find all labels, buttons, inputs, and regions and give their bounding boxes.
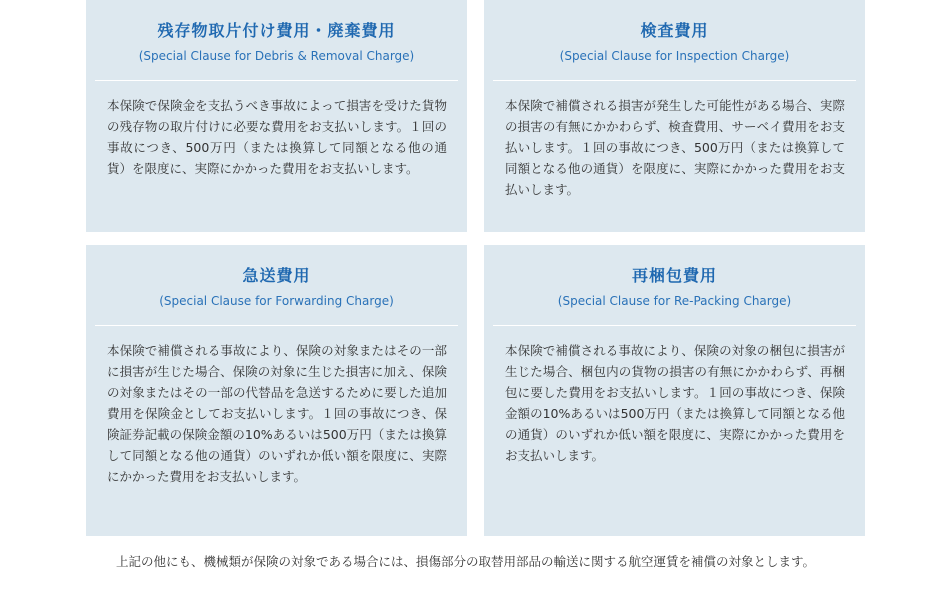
inspection-charge-card — [484, 0, 865, 232]
footnote: 上記の他にも、機械類が保険の対象である場合には、損傷部分の取替用部品の輸送に関する航空運賃を補償の対象とします。 — [116, 554, 816, 569]
card-divider — [95, 80, 458, 81]
card-divider — [95, 325, 458, 326]
card-divider — [493, 80, 856, 81]
card-divider — [493, 325, 856, 326]
card-subtitle: (Special Clause for Debris & Removal Charge) — [138, 49, 415, 63]
card-subtitle: (Special Clause for Re-Packing Charge) — [557, 294, 792, 308]
repacking-charge-card — [484, 245, 865, 536]
card-body: 本保険で補償される損害が発生した可能性がある場合、実際の損害の有無にかかわらず、検査費用、サーベイ費用をお支払いします。１回の事故につき、500万円（または換算して同額となる他の通貨）を限度に、実際にかかった費用をお支払いします。 — [505, 98, 845, 197]
card-title: 再梱包費用 — [631, 266, 717, 285]
card-subtitle: (Special Clause for Inspection Charge) — [559, 49, 790, 63]
forwarding-charge-card — [86, 245, 467, 536]
card-title: 検査費用 — [640, 21, 709, 40]
debris-removal-charge-card — [86, 0, 467, 232]
card-body: 本保険で補償される事故により、保険の対象またはその一部に損害が生じた場合、保険の対象に生じた損害に加え、保険の対象またはその一部の代替品を急送するために要した追加費用を保険金としてお支払いします。１回の事故につき、保険証券記載の保険金額の10%あるいは500万円（または換算して同額となる他の通貨）のいずれか低い額を限度に、実際にかかった費用をお支払いします。 — [107, 343, 447, 484]
card-subtitle: (Special Clause for Forwarding Charge) — [159, 294, 394, 308]
card-body: 本保険で保険金を支払うべき事故によって損害を受けた貨物の残存物の取片付けに必要な費用をお支払いします。１回の事故につき、500万円（または換算して同額となる他の通貨）を限度に、実際にかかった費用をお支払いします。 — [107, 98, 447, 176]
card-title: 急送費用 — [242, 266, 311, 285]
card-body: 本保険で補償される事故により、保険の対象の梱包に損害が生じた場合、梱包内の貨物の損害の有無にかかわらず、再梱包に要した費用をお支払いします。１回の事故につき、保険金額の10%あるいは500万円（または換算して同額となる他の通貨）のいずれか低い額を限度に、実際にかかった費用をお支払いします。 — [505, 343, 845, 463]
card-title: 残存物取片付け費用・廃棄費用 — [157, 21, 396, 40]
